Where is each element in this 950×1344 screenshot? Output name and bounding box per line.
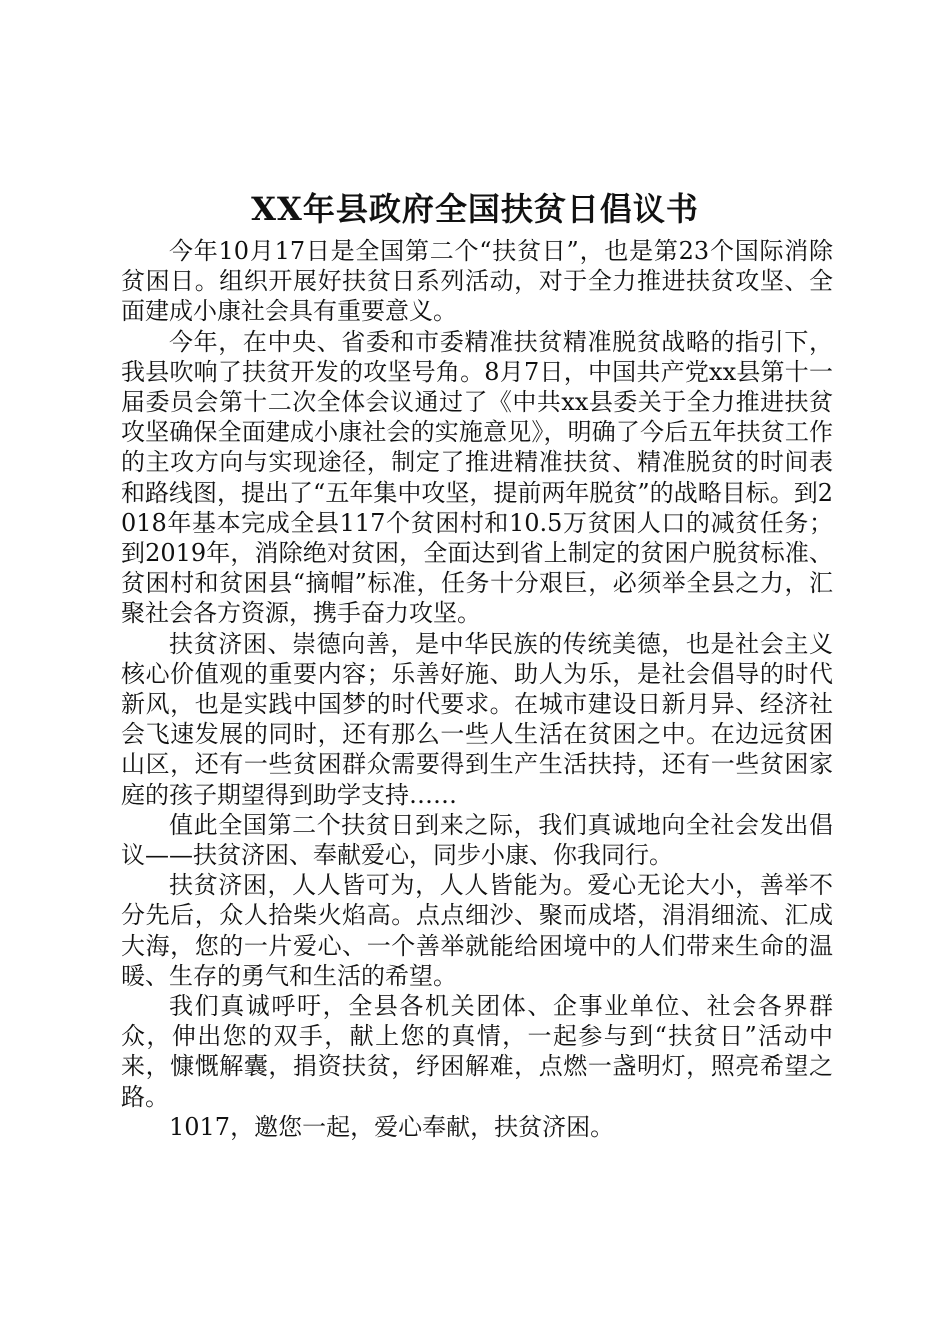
paragraph-7: 1017，邀您一起，爱心奉献，扶贫济困。 xyxy=(169,1112,615,1141)
paragraph-4: 值此全国第二个扶贫日到来之际，我们真诚地向全社会发出倡议——扶贫济困、奉献爱心，同步小康、你我同行。 xyxy=(121,810,833,870)
paragraph-1: 今年10月17日是全国第二个“扶贫日”，也是第23个国际消除贫困日。组织开展好扶贫日系列活动，对于全力推进扶贫攻坚、全面建成小康社会具有重要意义。 xyxy=(121,237,833,326)
paragraph-2: 今年，在中央、省委和市委精准扶贫精准脱贫战略的指引下，我县吹响了扶贫开发的攻坚号角。8月7日，中国共产党xx县第十一届委员会第十二次全体会议通过了《中共xx县委关于全力推进扶贫攻坚确保全面建成小康社会的实施意见》，明确了今后五年扶贫工作的主攻方向与实现途径，制定了推进精准扶贫、精准脱贫的时间表和路线图，提出了“五年集中攻坚，提前两年脱贫”的战略目标。到2018年基本完成全县117个贫困村和10.5万贫困人口的减贫任务；到2019年，消除绝对贫困，全面达到省上制定的贫困户脱贫标准、贫困村和贫困县“摘帽”标准，任务十分艰巨，必须举全县之力，汇聚社会各方资源，携手奋力攻坚。 xyxy=(121,327,833,628)
paragraph-5: 扶贫济困，人人皆可为，人人皆能为。爱心无论大小，善举不分先后，众人拾柴火焰高。点点细沙、聚而成塔，涓涓细流、汇成大海，您的一片爱心、一个善举就能给困境中的人们带来生命的温暖、生存的勇气和生活的希望。 xyxy=(121,871,833,990)
document-title: XX年县政府全国扶贫日倡议书 xyxy=(251,190,699,228)
paragraph-3: 扶贫济困、崇德向善，是中华民族的传统美德，也是社会主义核心价值观的重要内容；乐善好施、助人为乐，是社会倡导的时代新风，也是实践中国梦的时代要求。在城市建设日新月异、经济社会飞速发展的同时，还有那么一些人生活在贫困之中。在边远贫困山区，还有一些贫困群众需要得到生产生活扶持，还有一些贫困家庭的孩子期望得到助学支持…… xyxy=(121,629,833,809)
paragraph-6: 我们真诚呼吁，全县各机关团体、企事业单位、社会各界群众，伸出您的双手，献上您的真情，一起参与到“扶贫日”活动中来，慷慨解囊，捐资扶贫，纾困解难，点燃一盏明灯，照亮希望之路。 xyxy=(121,992,833,1111)
document-body xyxy=(121,236,833,1142)
